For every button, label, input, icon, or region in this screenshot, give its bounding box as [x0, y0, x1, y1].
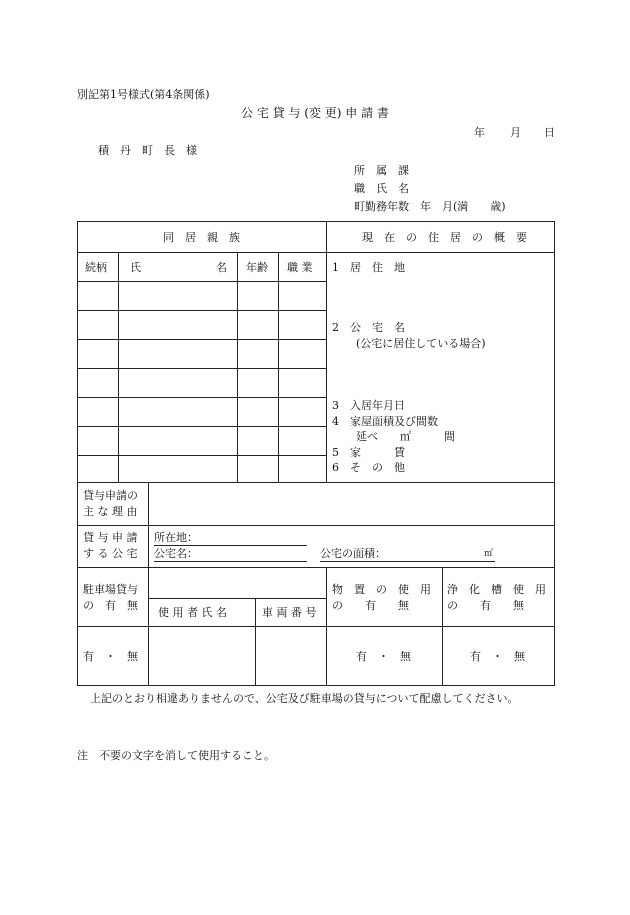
septic-label-line1: 浄 化 槽 使 用 [447, 583, 546, 596]
applicant-service-years: 町勤務年数 年 月(満 歳) [354, 200, 506, 213]
res-floor-area: 4 家屋面積及び間数 [332, 415, 438, 428]
storage-label-line1: 物 置 の 使 用 [332, 583, 431, 596]
user-name-label: 使 用 者 氏 名 [158, 606, 227, 619]
res-rent: 5 家 賃 [332, 446, 405, 459]
date-month: 月 [510, 126, 521, 139]
parking-value: 有 ・ 無 [83, 650, 138, 663]
reason-label-line2: 主 な 理 由 [83, 505, 138, 518]
res-house-name: 2 公 宅 名 [332, 321, 405, 334]
house-area-field [320, 547, 495, 562]
house-label-line2: す る 公 宅 [83, 547, 138, 560]
septic-value: 有 ・ 無 [470, 650, 525, 663]
res-move-in-date: 3 入居年月日 [332, 399, 405, 412]
parking-label-line1: 駐車場貸与 [83, 583, 138, 596]
usage-note: 注 不要の文字を消して使用すること。 [77, 749, 275, 762]
house-name-label: 公宅名： [154, 547, 198, 560]
septic-label-line2: の 有 無 [447, 599, 524, 612]
parking-label-line2: の 有 無 [83, 599, 138, 612]
declaration-text: 上記のとおり相違ありませんので、公宅及び駐車場の貸与について配慮してください。 [90, 692, 519, 705]
location-field [154, 531, 307, 546]
addressee: 積 丹 町 長 様 [98, 144, 197, 157]
date-day: 日 [544, 126, 555, 139]
area-label: 公宅の面積： [320, 547, 386, 560]
applicant-dept: 所 属 課 [354, 164, 409, 177]
res-house-name-note: (公宅に居住している場合) [356, 337, 486, 350]
residence-header: 現 在 の 住 居 の 概 要 [362, 231, 527, 244]
vehicle-number-label: 車 両 番 号 [262, 606, 317, 619]
location-label: 所在地： [154, 531, 198, 544]
family-header: 同 居 親 族 [163, 231, 240, 244]
col-name-first: 氏 [130, 261, 141, 274]
area-unit: ㎡ [483, 549, 493, 559]
storage-value: 有 ・ 無 [356, 650, 411, 663]
form-reference: 別記第1号様式(第4条関係) [77, 88, 210, 101]
col-occupation: 職 業 [287, 261, 313, 274]
col-name-last: 名 [216, 261, 227, 274]
applicant-name: 職 氏 名 [354, 182, 409, 195]
col-age: 年齢 [246, 261, 268, 274]
reason-label-line1: 貸与申請の [83, 489, 138, 502]
res-other: 6 そ の 他 [332, 461, 405, 474]
date-year: 年 [474, 126, 485, 139]
document-title: 公 宅 貸 与 (変 更) 申 請 書 [241, 106, 389, 120]
house-label-line1: 貸 与 申 請 [83, 531, 138, 544]
storage-label-line2: の 有 無 [332, 599, 409, 612]
col-relation: 続柄 [85, 261, 107, 274]
house-name-field [154, 547, 307, 562]
res-floor-area-sub: 延べ ㎡ 間 [356, 430, 455, 443]
application-table [77, 221, 555, 686]
res-address: 1 居 住 地 [332, 261, 405, 274]
